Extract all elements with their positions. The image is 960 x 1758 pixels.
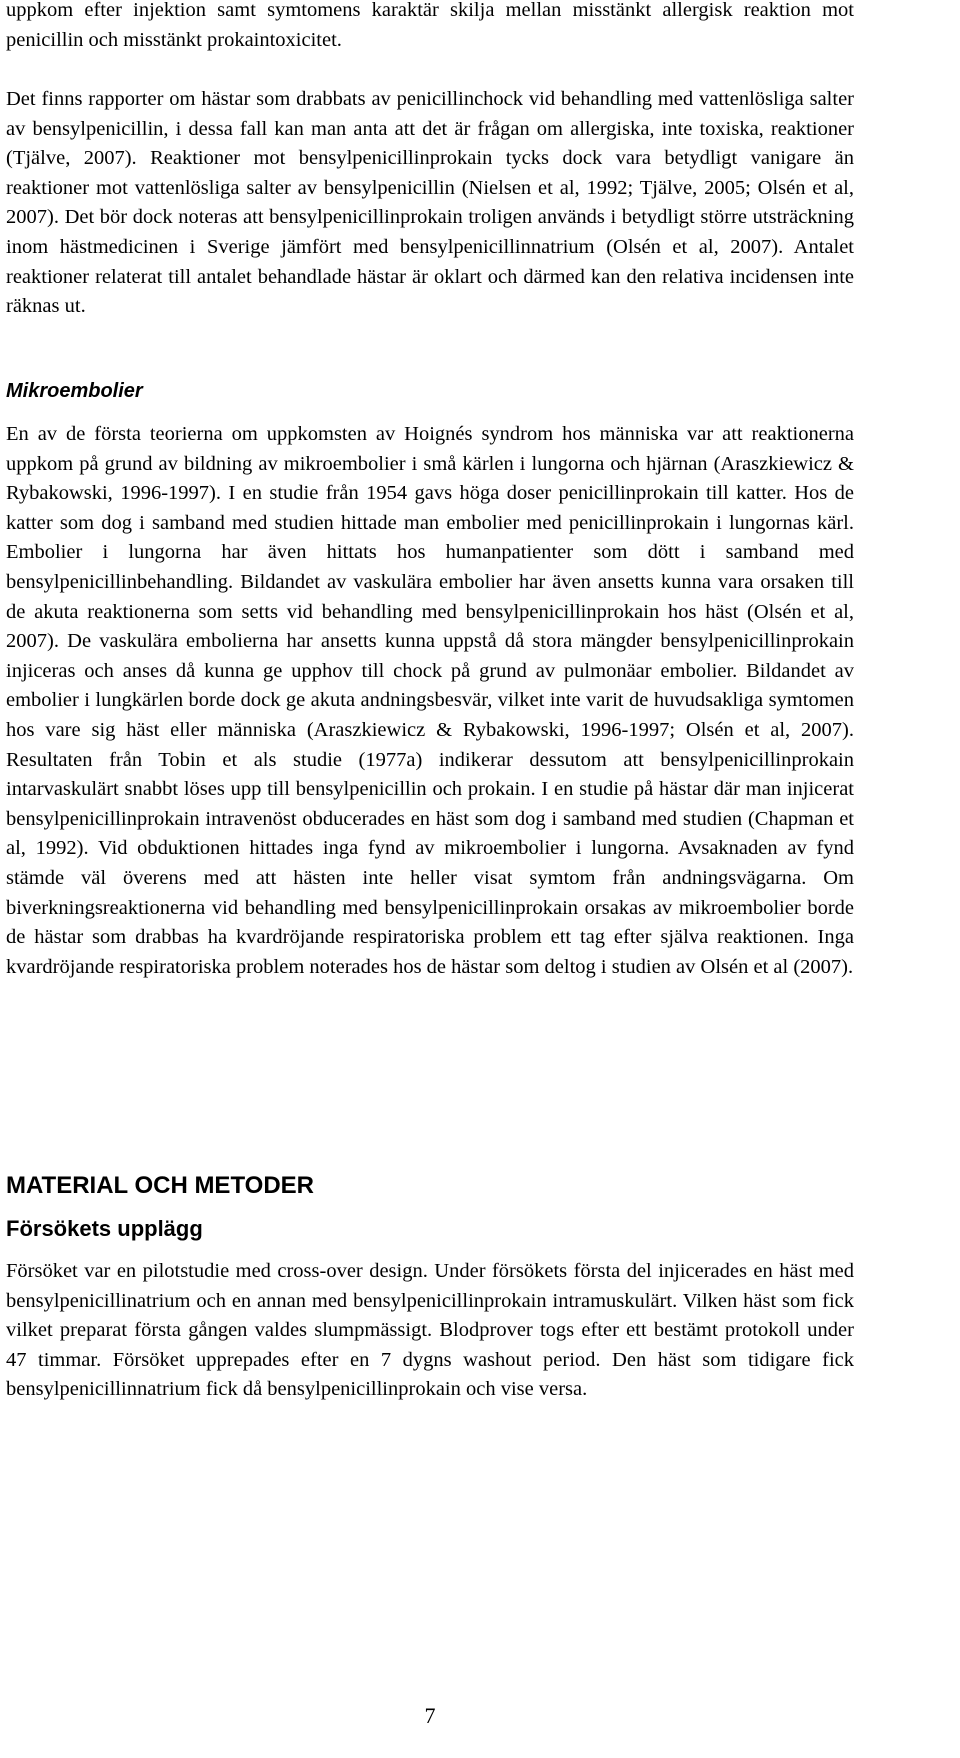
heading-material-och-metoder: MATERIAL OCH METODER [6,1172,315,1199]
heading-mikroembolier: Mikroembolier [6,380,143,402]
paragraph-intro: uppkom efter injektion samt symtomens karaktär skilja mellan misstänkt allergisk reaktion mot penicillin och misstänkt prokaintoxicitet. [6,0,854,51]
paragraph-mikroembolier: En av de första teorierna om uppkomsten av Hoignés syndrom hos människa var att reaktionerna uppkom på grund av bildning av mikroembolier i små kärlen i lungorna och hjärnan (Araszkiewicz & Rybakowski, 1996-1997). I en studie från 1954 gavs höga doser penicillinprokain till katter. Hos de katter som dog i samband med studien hittade man embolier med penicillinprokain i lungornas kärl. Embolier i lungorna har även hittats hos humanpatienter som dött i samband med bensylpenicillinbehandling. Bildandet av vaskulära embolier har även ansetts kunna vara orsaken till de akuta reaktionerna som setts vid behandling med bensylpenicillinprokain hos häst (Olsén et al, 2007). De vaskulära embolierna har ansetts kunna uppstå då stora mängder bensylpenicillinprokain injiceras och anses då kunna ge upphov till chock på grund av pulmonäar embolier. Bildandet av embolier i lungkärlen borde dock ge akuta andningsbesvär, vilket inte varit de huvudsakliga symtomen hos vare sig häst eller människa (Araszkiewicz & Rybakowski, 1996-1997; Olsén et al, 2007). Resultaten från Tobin et als studie (1977a) indikerar dessutom att bensylpenicillinprokain intarvaskulärt snabbt löses upp till bensylpenicillin och prokain. I en studie på hästar där man injicerat bensylpenicillinprokain intravenöst obducerades en häst som dog i samband med studien (Chapman et al, 1992). Vid obduktionen hittades inga fynd av mikroembolier i lungorna. Avsaknaden av fynd stämde väl överens med att hästen inte heller visat symtom från andningsvägarna. Om biverkningsreaktionerna vid behandling med bensylpenicillinprokain orsakas av mikroembolier borde de hästar som drabbas ha kvardröjande respiratoriska problem ett tag efter själva reaktionen. Inga kvardröjande respiratoriska problem noterades hos de hästar som deltog i studien av Olsén et al (2007). [6,423,854,978]
page-number: 7 [424,1703,436,1728]
heading-forsokets-upplagg: Försökets upplägg [6,1216,203,1241]
paragraph-forsokets-upplagg: Försöket var en pilotstudie med cross-over design. Under försökets första del injicerades en häst med bensylpenicillinatrium och en annan med bensylpenicillinprokain intramuskulärt. Vilken häst som fick vilket preparat första gången valdes slumpmässigt. Blodprover togs efter ett bestämt protokoll under 47 timmar. Försöket upprepades efter en 7 dygns washout period. Den häst som tidigare fick bensylpenicillinnatrium fick då bensylpenicillinprokain och vise versa. [6,1260,854,1401]
paragraph-horse-reactions: Det finns rapporter om hästar som drabbats av penicillinchock vid behandling med vattenlösliga salter av bensylpenicillin, i dessa fall kan man anta att det är frågan om allergiska, inte toxiska, reaktioner (Tjälve, 2007). Reaktioner mot bensylpenicillinprokain tycks dock vara betydligt vanigare än reaktioner mot vattenlösliga salter av bensylpenicillin (Nielsen et al, 1992; Tjälve, 2005; Olsén et al, 2007). Det bör dock noteras att bensylpenicillinprokain troligen används i betydligt större utsträckning inom hästmedicinen i Sverige jämfört med bensylpenicillinnatrium (Olsén et al, 2007). Antalet reaktioner relaterat till antalet behandlade hästar är oklart och därmed kan den relativa incidensen inte räknas ut. [6,88,854,318]
